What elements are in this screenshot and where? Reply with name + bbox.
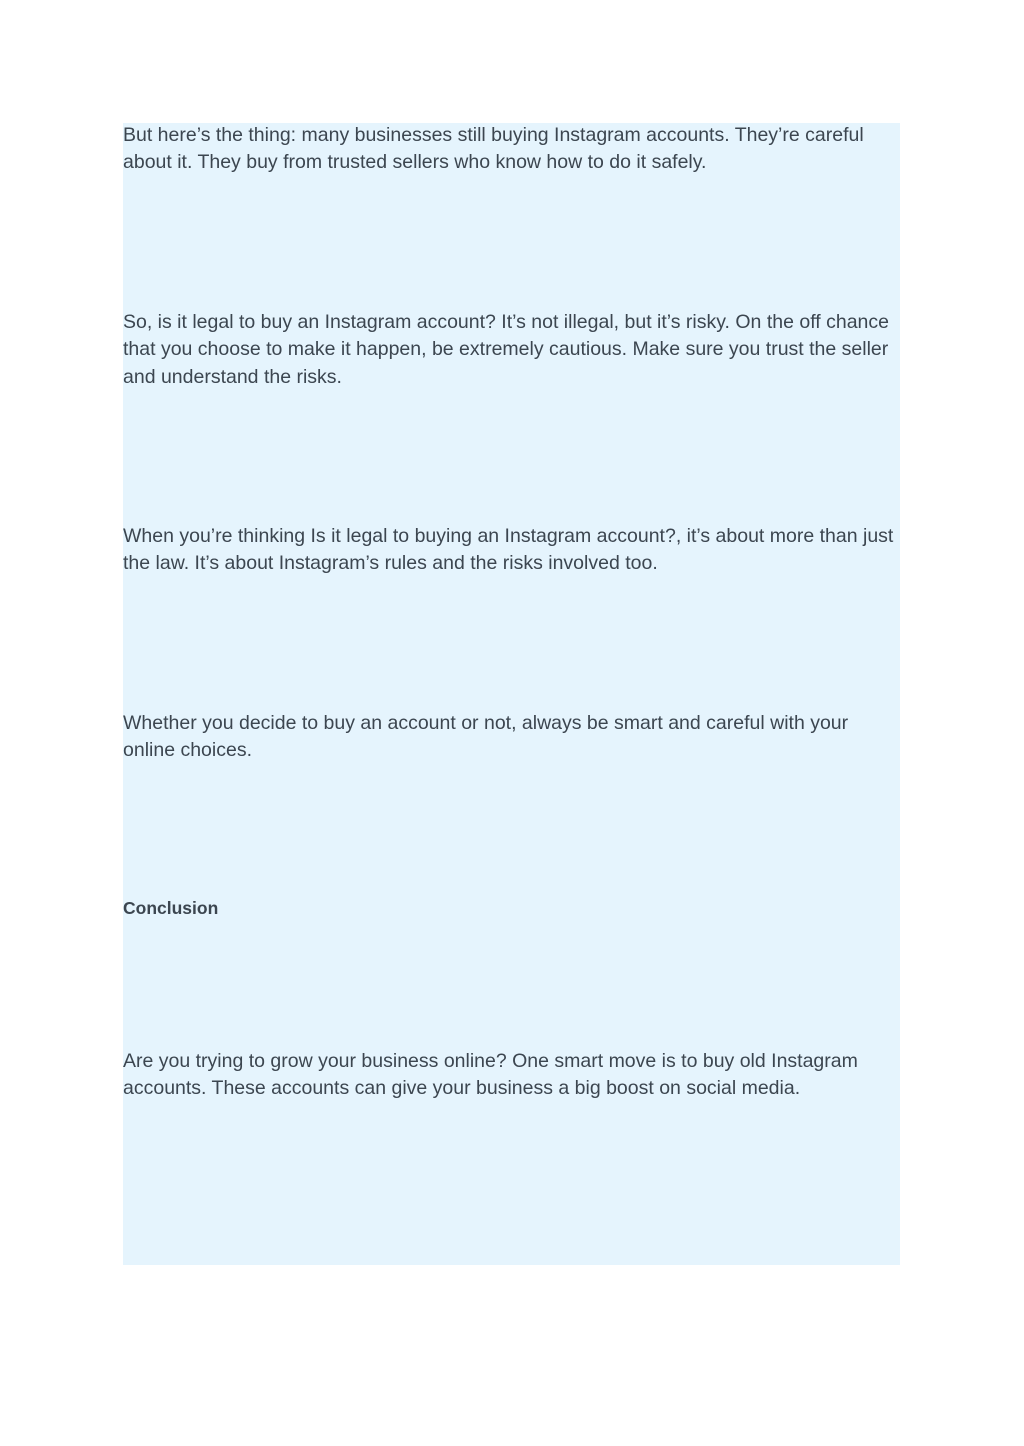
paragraph-grow-business: Are you trying to grow your business online? One smart move is to buy old Instagram accounts. These accounts can give your business a big boost on social media.: [123, 1050, 858, 1100]
paragraph-trusted-sellers: But here’s the thing: many businesses still buying Instagram accounts. They’re careful about it. They buy from trusted sellers who know how to do it safely.: [123, 124, 864, 174]
paragraph-rules-and-risks: When you’re thinking Is it legal to buying an Instagram account?, it’s about more than just the law. It’s about Instagram’s rules and the risks involved too.: [123, 525, 894, 575]
conclusion-heading: Conclusion: [123, 898, 219, 918]
highlighted-content-block: [123, 123, 900, 1265]
paragraph-is-it-legal: So, is it legal to buy an Instagram account? It’s not illegal, but it’s risky. On the off chance that you choose to make it happen, be extremely cautious. Make sure you trust the seller and understand the risks.: [123, 311, 889, 388]
paragraph-be-careful: Whether you decide to buy an account or not, always be smart and careful with your online choices.: [123, 712, 849, 762]
